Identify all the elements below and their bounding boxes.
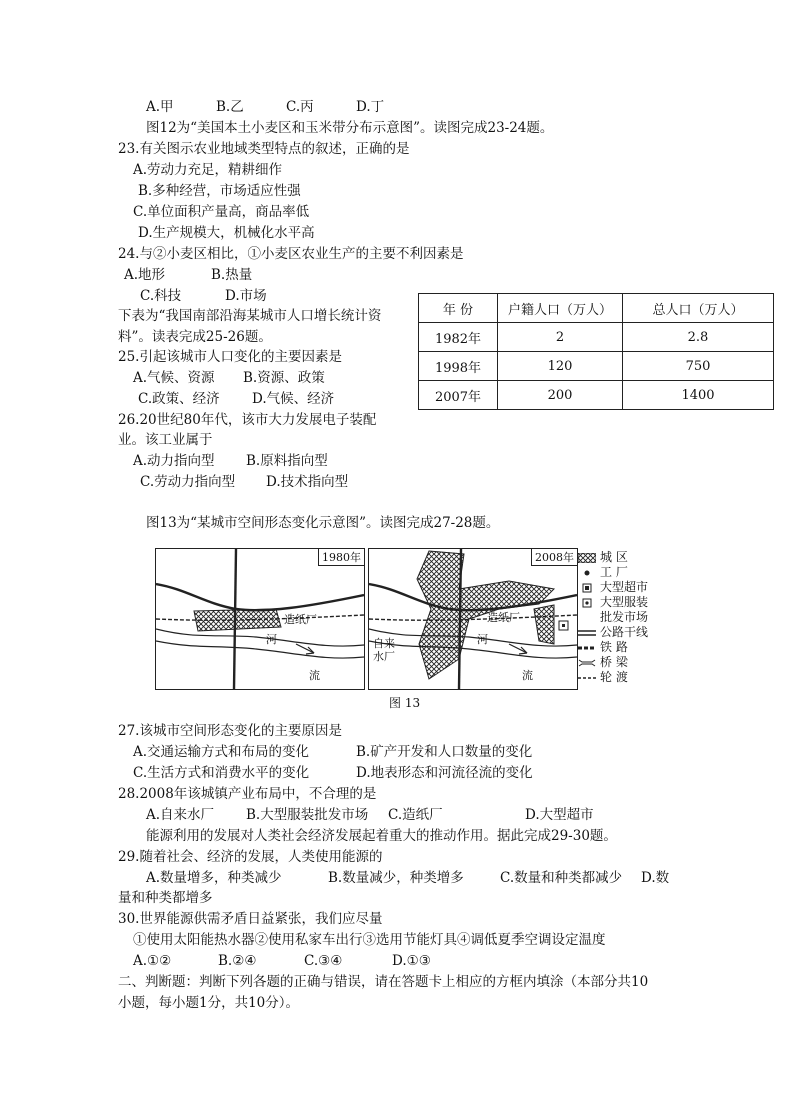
urban-area-swatch-icon [578,553,596,563]
q23-option-b: B.多种经营，市场适应性强 [138,183,301,199]
legend-label: 公路干线 [600,625,649,639]
ferry-icon [578,673,596,683]
table-header-year: 年 份 [419,294,498,323]
legend-ferry [578,668,628,685]
q28-option-d: D.大型超市 [525,807,594,823]
q27-option-b: B.矿产开发和人口数量的变化 [356,744,533,760]
table-row [419,352,774,381]
section2-heading-line2: 小题，每小题1分，共10分）。 [118,995,300,1011]
section2-heading-line1: 二、判断题：判断下列各题的正确与错误，请在答题卡上相应的方框内填涂（本部分共10 [118,974,649,990]
map-2008-river-label-2: 流 [522,669,533,682]
legend-label: 铁 路 [600,640,628,654]
map-1980-drawing [156,549,364,689]
table-cell: 200 [498,381,623,410]
map-2008-paper-mill-label: 造纸厂 [487,611,520,624]
highway-icon [578,628,596,638]
q22-option-b: B.乙 [216,99,244,115]
q22-option-c: C.丙 [286,99,314,115]
table-cell: 750 [623,352,774,381]
q30-option-a: A.①② [133,953,172,969]
q24-option-d: D.市场 [225,288,267,304]
legend-label: 桥 梁 [600,655,628,669]
map-2008-drawing [369,549,577,689]
q23-option-d: D.生产规模大，机械化水平高 [138,225,315,241]
table-cell: 2.8 [623,323,774,352]
factory-dot-icon [578,568,596,578]
q30-option-d: D.①③ [392,953,431,969]
railway-icon [578,643,596,653]
bridge-icon [578,658,596,668]
q28-stem: 28.2008年该城镇产业布局中，不合理的是 [118,786,377,802]
q25-option-c: C.政策、经济 [138,391,220,407]
q29-option-b: B.数量减少，种类增多 [328,870,464,886]
q30-stem: 30.世界能源供需矛盾日益紧张，我们应尽量 [118,911,383,927]
q29-option-d-wrap: 量和种类都增多 [118,890,213,906]
q24-option-c: C.科技 [140,288,182,304]
q27-option-a: A.交通运输方式和布局的变化 [133,744,310,760]
q25-option-d: D.气候、经济 [252,391,335,407]
fig12-intro: 图12为“美国本土小麦区和玉米带分布示意图”。读图完成23-24题。 [146,120,554,136]
q25-stem: 25.引起该城市人口变化的主要因素是 [118,349,342,365]
map-1980 [155,548,365,690]
map-1980-river-label-1: 河 [266,633,277,646]
q28-option-b: B.大型服装批发市场 [246,807,369,823]
q26-option-a: A.动力指向型 [133,453,215,469]
fig13-intro: 图13为“某城市空间形态变化示意图”。读图完成27-28题。 [146,515,500,531]
map-1980-year: 1980年 [318,549,364,566]
q24-stem: 24.与②小麦区相比，①小麦区农业生产的主要不利因素是 [118,246,464,262]
legend-label: 大型服装 [600,595,649,609]
table-cell: 2 [498,323,623,352]
table-cell: 1998年 [419,352,498,381]
energy-intro: 能源利用的发展对人类社会经济发展起着重大的推动作用。据此完成29-30题。 [146,828,617,844]
q27-option-c: C.生活方式和消费水平的变化 [133,765,310,781]
legend-label: 轮 渡 [600,670,628,684]
map-2008-waterworks-label-1: 自来 [373,637,395,650]
clothing-market-icon [578,598,596,608]
table-header-registered: 户籍人口（万人） [498,294,623,323]
table-cell: 1982年 [419,323,498,352]
table-cell: 120 [498,352,623,381]
q26-stem-line1: 26.20世纪80年代，该市大力发展电子装配 [118,412,377,428]
q24-option-b: B.热量 [211,267,253,283]
q29-option-a: A.数量增多，种类减少 [146,870,282,886]
q23-stem: 23.有关图示农业地域类型特点的叙述，正确的是 [118,141,410,157]
q27-option-d: D.地表形态和河流径流的变化 [356,765,533,781]
q22-option-a: A.甲 [146,99,174,115]
q29-option-d: D.数 [641,870,670,886]
q26-option-b: B.原料指向型 [246,453,328,469]
q22-option-d: D.丁 [356,99,385,115]
q23-option-a: A.劳动力充足，精耕细作 [133,162,283,178]
q26-option-c: C.劳动力指向型 [140,474,236,490]
legend-label: 城 区 [600,550,628,564]
table-cell: 2007年 [419,381,498,410]
table-header-row [419,294,774,323]
q27-stem: 27.该城市空间形态变化的主要原因是 [118,723,342,739]
supermarket-icon [578,583,596,593]
table-cell: 1400 [623,381,774,410]
q29-option-c: C.数量和种类都减少 [500,870,623,886]
q30-items: ①使用太阳能热水器②使用私家车出行③选用节能灯具④调低夏季空调设定温度 [133,932,606,948]
table-row [419,323,774,352]
q24-option-a: A.地形 [124,267,166,283]
q28-option-a: A.自来水厂 [146,807,215,823]
q26-stem-line2: 业。该工业属于 [118,432,213,448]
table-intro-line2: 料”。读表完成25-26题。 [118,329,272,345]
table-header-total: 总人口（万人） [623,294,774,323]
map-2008 [368,548,578,690]
map-2008-waterworks-label-2: 水厂 [373,650,395,663]
q26-option-d: D.技术指向型 [266,474,349,490]
table-row [419,381,774,410]
legend-label: 工 厂 [600,565,628,579]
table-intro-line1: 下表为“我国南部沿海某城市人口增长统计资 [118,308,382,324]
population-table [418,293,774,410]
legend-clothing-market-line2: 批发市场 [600,610,649,624]
q30-option-c: C.③④ [304,953,343,969]
q23-option-c: C.单位面积产量高，商品率低 [133,204,310,220]
map-1980-river-label-2: 流 [309,669,320,682]
legend-label: 大型超市 [600,580,649,594]
q29-stem: 29.随着社会、经济的发展，人类使用能源的 [118,849,383,865]
fig13-caption: 图 13 [389,696,421,710]
map-2008-river-label-1: 河 [477,633,488,646]
map-1980-paper-mill-label: 造纸厂 [284,613,317,626]
map-2008-year: 2008年 [531,549,577,566]
q25-option-a: A.气候、资源 [133,370,215,386]
q25-option-b: B.资源、政策 [243,370,325,386]
q30-option-b: B.②④ [218,953,257,969]
q28-option-c: C.造纸厂 [388,807,443,823]
